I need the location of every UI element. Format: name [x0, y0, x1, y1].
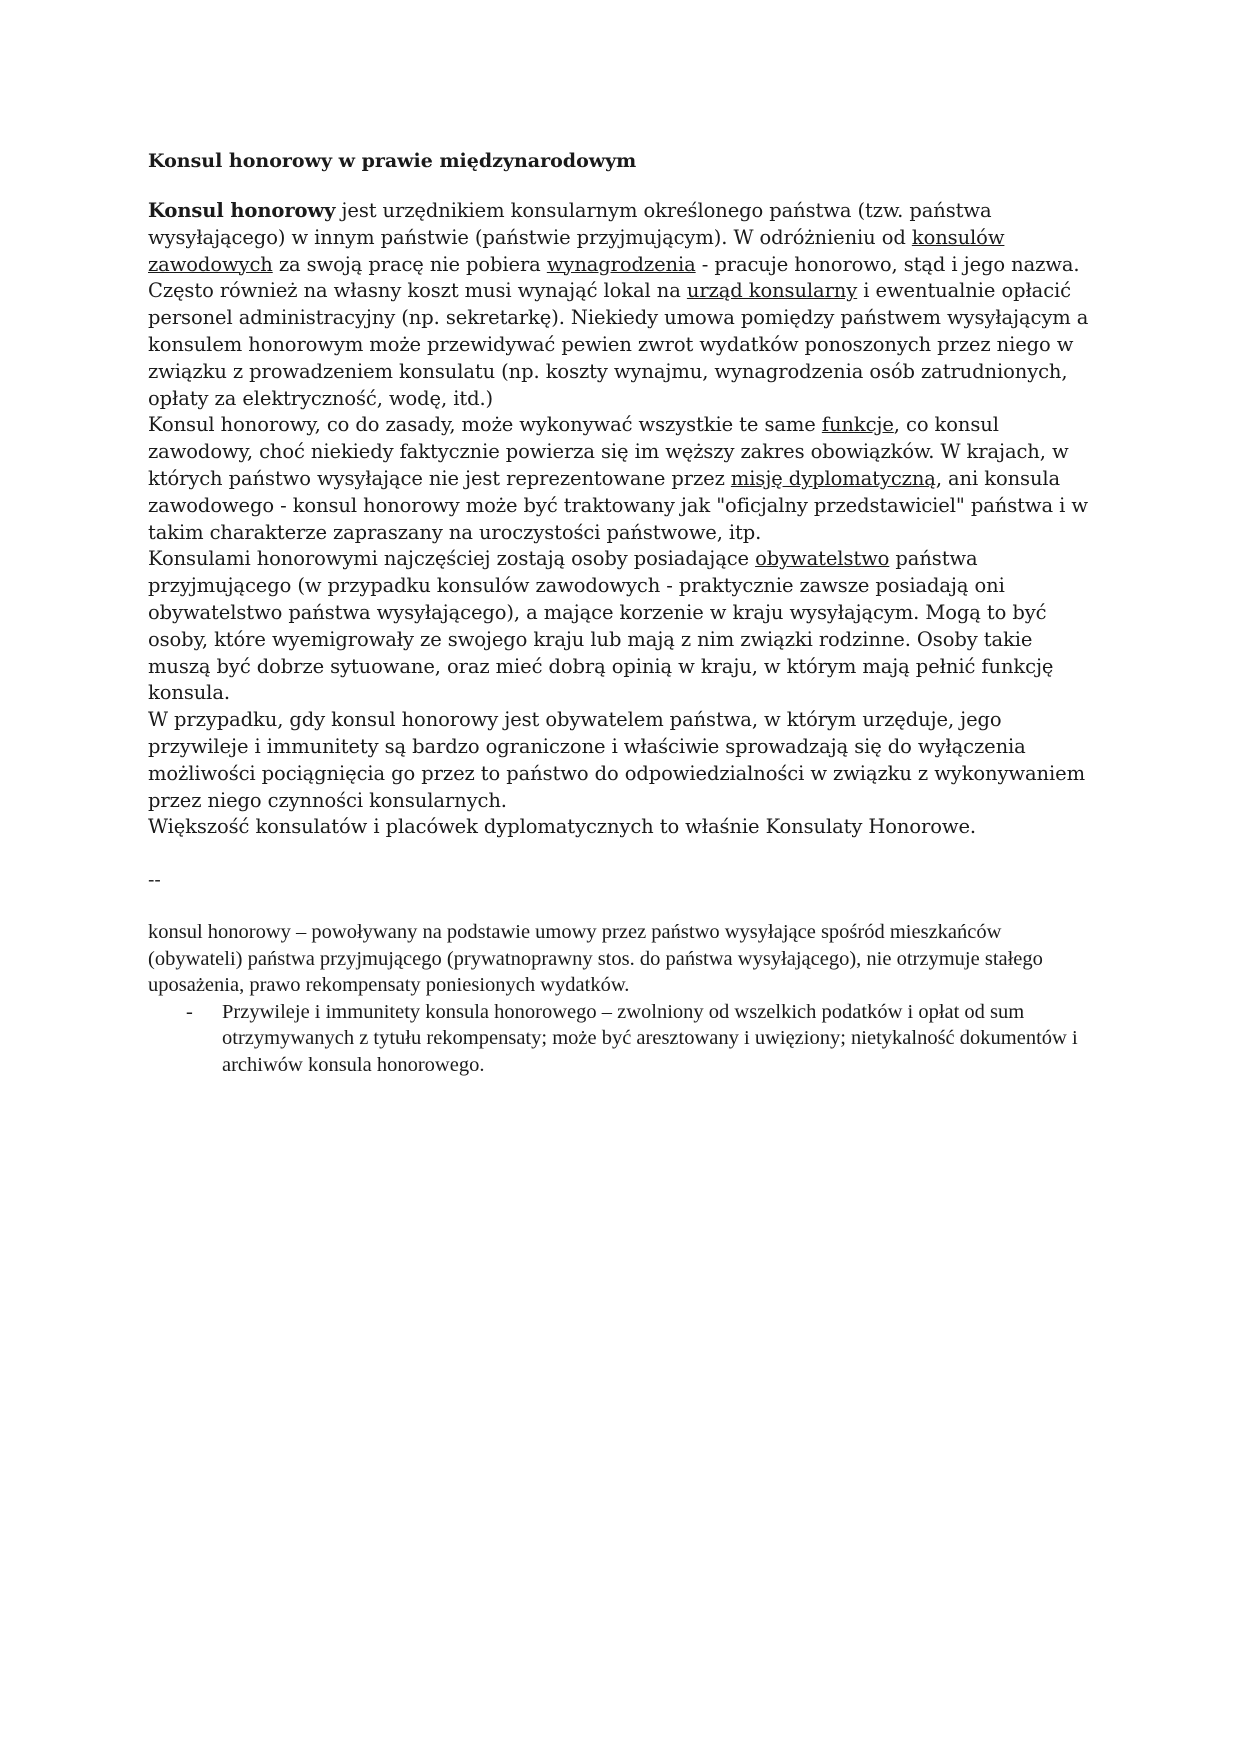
document-title: Konsul honorowy w prawie międzynarodowym — [148, 150, 637, 172]
paragraph-citizenship — [148, 546, 1098, 707]
paragraph-text: jest urzędnikiem konsularnym określonego państwa (tzw. państwa wysyłającego) w innym państwie (państwie przyjmującym). W odróżnieniu od — [148, 199, 992, 249]
link-urzad-konsularny[interactable]: urząd konsularny — [686, 279, 858, 303]
note-definition: konsul honorowy – powoływany na podstawie umowy przez państwo wysyłające spośród mieszkańców (obywateli) państwa przyjmującego (prywatnoprawny stos. do państwa wysyłającego), nie otrzymuje stałego uposażenia, prawo rekompensaty poniesionych wydatków. — [148, 921, 1043, 997]
paragraph-majority — [148, 814, 1098, 841]
bullet-dash: - — [186, 1000, 193, 1023]
link-wynagrodzenia[interactable]: wynagrodzenia — [546, 252, 696, 276]
paragraph-text: Konsulami honorowymi najczęściej zostają osoby posiadające — [148, 547, 756, 571]
paragraph-functions — [148, 412, 1098, 546]
paragraph-privileges — [148, 707, 1098, 814]
paragraph-text: Konsul honorowy, co do zasady, może wykonywać wszystkie te same — [148, 413, 822, 437]
link-obywatelstwo[interactable]: obywatelstwo — [755, 547, 890, 571]
paragraph-text: , ani konsula zawodowego - konsul honorowy może być traktowany jak "oficjalny przedstawiciel" państwa i w takim charakterze zapraszany na uroczystości państwowe, itp. — [148, 466, 1088, 544]
link-funkcje[interactable]: funkcje — [821, 413, 894, 437]
paragraph-text: W przypadku, gdy konsul honorowy jest obywatelem państwa, w którym urzęduje, jego przywileje i immunitety są bardzo ograniczone i właściwie sprowadzają się do wyłączenia możliwości pociągnięcia go przez to państwo do odpowiedzialności w związku z wykonywaniem przez niego czynności konsularnych. — [148, 708, 1085, 812]
list-item-text: Przywileje i immunitety konsula honorowego – zwolniony od wszelkich podatków i opłat od sum otrzymywanych z tytułu rekompensaty; może być aresztowany i uwięziony; nietykalność dokumentów i archiwów konsula honorowego. — [222, 1000, 1078, 1076]
paragraph-text: i ewentualnie opłacić personel administracyjny (np. sekretarkę). Niekiedy umowa pomiędzy państwem wysyłającym a konsulem honorowym może przewidywać pewien zwrot wydatków ponoszonych przez niego w związku z prowadzeniem konsulatu (np. koszty wynajmu, wynagrodzenia osób zatrudnionych, opłaty za elektryczność, wodę, itd.) — [148, 279, 1089, 410]
paragraph-text: , co konsul zawodowy, choć niekiedy faktycznie powierza się im węższy zakres obowiązków. W krajach, w których państwo wysyłające nie jest reprezentowane przez — [148, 413, 1069, 490]
bold-lead-term: Konsul honorowy — [148, 199, 336, 222]
link-misje-dyplomatyczna[interactable]: misję dyplomatyczną — [730, 466, 936, 490]
paragraph-text: Większość konsulatów i placówek dyplomatycznych to właśnie Konsulaty Honorowe. — [148, 815, 977, 839]
paragraph-intro — [148, 198, 1098, 412]
paragraph-text: - pracuje honorowo, stąd i jego nazwa. Często również na własny koszt musi wynająć lokal na — [148, 252, 1080, 303]
separator: -- — [148, 869, 161, 892]
link-konsulow-zawodowych[interactable]: konsulów zawodowych — [148, 225, 1005, 276]
paragraph-text: za swoją pracę nie pobiera — [272, 252, 547, 276]
document-page — [148, 146, 1098, 1078]
list-item — [148, 999, 1098, 1079]
note-list — [148, 999, 1098, 1079]
paragraph-text: państwa przyjmującego (w przypadku konsulów zawodowych - praktycznie zawsze posiadają oni obywatelstwo państwa wysyłającego), a mające korzenie w kraju wysyłającym. Mogą to być osoby, które wyemigrowały ze swojego kraju lub mają z nim związki rodzinne. Osoby takie muszą być dobrze sytuowane, oraz mieć dobrą opinią w kraju, w którym mają pełnić funkcję konsula. — [148, 547, 1054, 705]
